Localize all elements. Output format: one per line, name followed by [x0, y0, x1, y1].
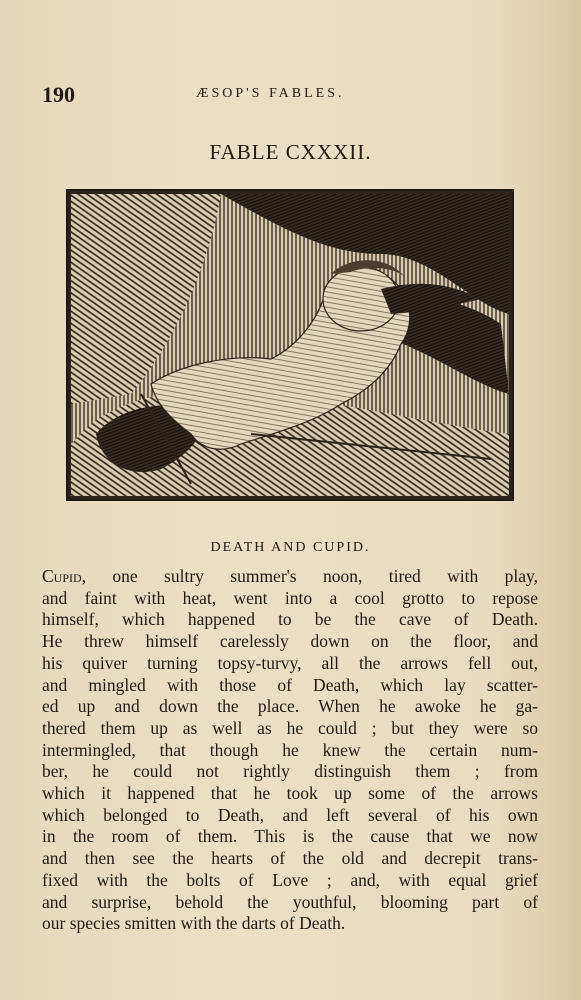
text-line: and faint with heat, went into a cool grotto to repose [42, 587, 538, 608]
text-line: He threw himself carelessly down on the floor, and [42, 631, 538, 652]
text-line: his quiver turning topsy-turvy, all the arrows fell out, [42, 652, 538, 673]
fable-text [42, 566, 538, 935]
fable-subtitle: DEATH AND CUPID. [210, 540, 371, 555]
running-header [42, 82, 382, 106]
text-line: and mingled with those of Death, which lay scatter- [42, 674, 538, 695]
text-line: fixed with the bolts of Love ; and, with equal grief [42, 869, 538, 890]
engraving-illustration [66, 189, 514, 501]
text-line: himself, which happened to be the cave of Death. [42, 609, 538, 630]
text-line: thered them up as well as he could ; but they were so [42, 717, 538, 738]
text-line-first [42, 566, 538, 588]
drop-word: Cupid [42, 566, 82, 586]
first-line-rest: , one sultry summer's noon, tired with play, [81, 566, 538, 586]
text-line: which belonged to Death, and left several of his own [42, 804, 538, 825]
text-line: in the room of them. This is the cause that we now [42, 826, 538, 847]
text-line: and surprise, behold the youthful, blooming part of [42, 891, 538, 912]
page-number: 190 [42, 82, 75, 107]
text-line: intermingled, that though he knew the certain num- [42, 739, 538, 760]
text-line: our species smitten with the darts of Death. [42, 913, 346, 934]
engraving-sleeping-cupid-icon [71, 194, 509, 496]
text-line: ber, he could not rightly distinguish them ; from [42, 761, 538, 782]
text-line: which it happened that he took up some of the arrows [42, 783, 538, 804]
text-line: and then see the hearts of the old and decrepit trans- [42, 848, 538, 869]
fable-title: FABLE CXXXII. [209, 140, 372, 164]
running-title: ÆSOP'S FABLES. [196, 86, 345, 101]
text-line: ed up and down the place. When he awoke he ga- [42, 696, 538, 717]
